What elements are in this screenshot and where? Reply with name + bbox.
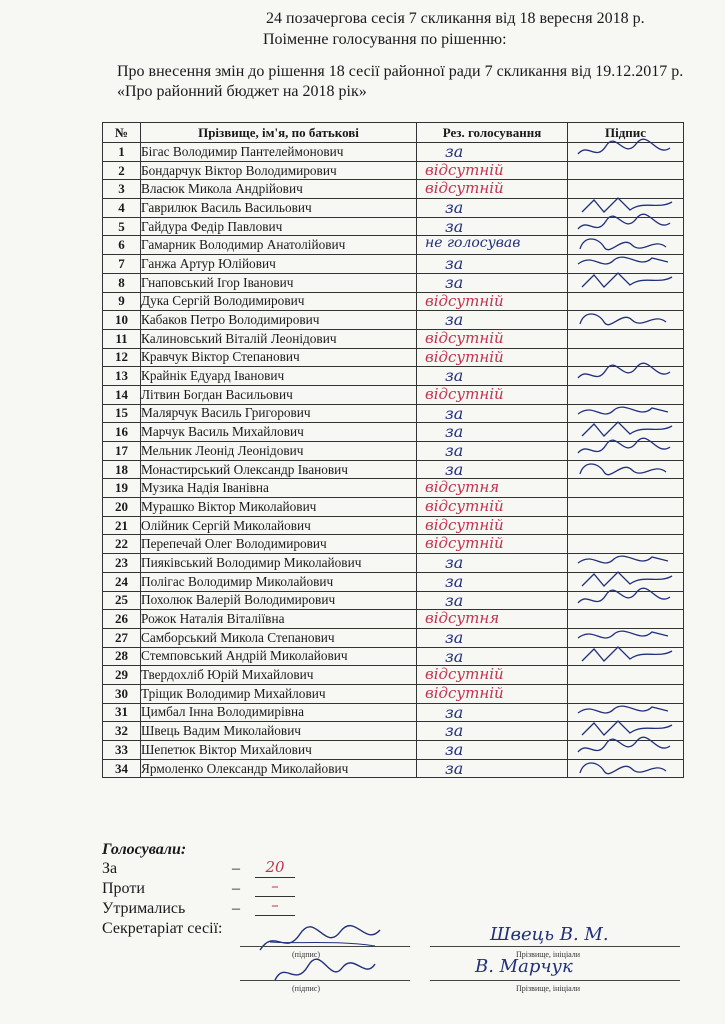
table-row: [103, 498, 684, 517]
signature-cell: [568, 479, 684, 498]
vote-result-cell: [417, 684, 568, 703]
name-caption: Прізвище, ініціали: [516, 950, 581, 959]
row-number: 9: [103, 292, 141, 311]
vote-result-cell: [417, 292, 568, 311]
row-number: 11: [103, 329, 141, 348]
vote-result-cell: [417, 666, 568, 685]
vote-result-cell: [417, 180, 568, 199]
summary-title: Голосували:: [102, 841, 187, 858]
table-row: [103, 591, 684, 610]
vote-result: за: [445, 403, 464, 423]
vote-result-cell: [417, 255, 568, 274]
deputy-name: Крайнік Едуард Іванович: [141, 367, 417, 386]
row-number: 10: [103, 311, 141, 330]
vote-result-cell: [417, 348, 568, 367]
vote-result-cell: [417, 554, 568, 573]
vote-result-cell: [417, 423, 568, 442]
row-number: 5: [103, 217, 141, 236]
summary-dash: –: [232, 900, 240, 917]
vote-result-cell: [417, 273, 568, 292]
vote-result-cell: [417, 628, 568, 647]
vote-result-cell: [417, 236, 568, 255]
table-row: [103, 666, 684, 685]
deputy-name: Гамарник Володимир Анатолійович: [141, 236, 417, 255]
signature-cell: [568, 161, 684, 180]
row-number: 7: [103, 255, 141, 274]
vote-result: за: [445, 721, 464, 741]
vote-result: відсутній: [425, 291, 504, 310]
row-number: 34: [103, 759, 141, 778]
vote-result: за: [445, 310, 464, 330]
name-caption: Прізвище, ініціали: [516, 984, 581, 993]
deputy-name: Кравчук Віктор Степанович: [141, 348, 417, 367]
deputy-name: Твердохліб Юрій Михайлович: [141, 666, 417, 685]
deputy-name: Кабаков Петро Володимирович: [141, 311, 417, 330]
vote-result-cell: [417, 722, 568, 741]
vote-result: за: [445, 198, 464, 218]
vote-result: за: [445, 590, 464, 610]
vote-result-cell: [417, 535, 568, 554]
row-number: 27: [103, 628, 141, 647]
deputy-name: Ярмоленко Олександр Миколайович: [141, 759, 417, 778]
vote-result-cell: [417, 498, 568, 517]
row-number: 16: [103, 423, 141, 442]
row-number: 30: [103, 684, 141, 703]
vote-result-cell: [417, 759, 568, 778]
deputy-name: Калиновський Віталій Леонідович: [141, 329, 417, 348]
deputy-name: Цимбал Інна Володимирівна: [141, 703, 417, 722]
deputy-name: Дука Сергій Володимирович: [141, 292, 417, 311]
vote-result: за: [445, 571, 464, 591]
vote-result-cell: [417, 199, 568, 218]
summary-abstained-label: Утримались: [102, 900, 186, 917]
row-number: 15: [103, 404, 141, 423]
vote-result: за: [445, 646, 464, 666]
deputy-name: Рожок Наталія Віталіївна: [141, 610, 417, 629]
vote-result-cell: [417, 516, 568, 535]
decision-subject: Про внесення змін до рішення 18 сесії районної ради 7 скликання від 19.12.2017 р. «Про районний бюджет на 2018 рік»: [117, 63, 684, 100]
signature-line: [240, 980, 410, 981]
vote-result: за: [445, 441, 464, 460]
handwritten-signature: [574, 364, 678, 386]
signature-caption: (підпис): [292, 984, 321, 993]
row-number: 3: [103, 180, 141, 199]
summary-against-value: –: [255, 877, 295, 897]
handwritten-signature: [574, 589, 678, 611]
vote-result-cell: [417, 143, 568, 162]
vote-result: за: [445, 740, 464, 759]
vote-result: за: [445, 553, 464, 573]
table-row: [103, 273, 684, 292]
vote-result-cell: [417, 479, 568, 498]
summary-for-value: 20: [255, 858, 295, 878]
vote-result: за: [445, 627, 464, 647]
deputy-name: Самборський Микола Степанович: [141, 628, 417, 647]
deputy-name: Мельник Леонід Леонідович: [141, 442, 417, 461]
deputy-name: Стемповський Андрій Миколайович: [141, 647, 417, 666]
table-row: [103, 329, 684, 348]
secretariat-signature-2: [270, 958, 380, 990]
deputy-name: Літвин Богдан Васильович: [141, 385, 417, 404]
row-number: 29: [103, 666, 141, 685]
row-number: 22: [103, 535, 141, 554]
signature-cell: [568, 311, 684, 330]
handwritten-signature: [574, 645, 678, 667]
table-row: [103, 479, 684, 498]
vote-result: відсутній: [425, 328, 504, 347]
column-header-number: №: [103, 123, 141, 143]
vote-result-cell: [417, 610, 568, 629]
vote-result: за: [445, 366, 464, 386]
summary-for-label: За: [102, 860, 118, 877]
deputy-name: Полігас Володимир Миколайович: [141, 572, 417, 591]
summary-dash: –: [232, 860, 240, 877]
deputy-name: Малярчук Василь Григорович: [141, 404, 417, 423]
vote-result: за: [445, 758, 464, 778]
vote-result: за: [445, 272, 464, 292]
row-number: 4: [103, 199, 141, 218]
vote-result-cell: [417, 329, 568, 348]
deputy-name: Музика Надія Іванівна: [141, 479, 417, 498]
table-row: [103, 647, 684, 666]
deputy-name: Марчук Василь Михайлович: [141, 423, 417, 442]
handwritten-signature: [574, 271, 678, 293]
row-number: 31: [103, 703, 141, 722]
row-number: 12: [103, 348, 141, 367]
table-row: [103, 759, 684, 778]
vote-result: відсутній: [425, 683, 504, 702]
table-row: [103, 516, 684, 535]
vote-result: відсутній: [425, 534, 504, 553]
deputy-name: Власюк Микола Андрійович: [141, 180, 417, 199]
vote-result: за: [445, 142, 464, 161]
row-number: 6: [103, 236, 141, 255]
deputy-name: Пияківський Володимир Миколайович: [141, 554, 417, 573]
voting-title: Поіменне голосування по рішенню:: [263, 31, 507, 48]
signature-cell: [568, 329, 684, 348]
column-header-name: Прізвище, ім'я, по батькові: [141, 123, 417, 143]
table-row: [103, 367, 684, 386]
vote-result: за: [445, 422, 464, 442]
deputy-name: Шепетюк Віктор Михайлович: [141, 741, 417, 760]
signature-cell: [568, 591, 684, 610]
signature-cell: [568, 367, 684, 386]
vote-result: відсутній: [425, 384, 504, 403]
handwritten-signature: [574, 757, 678, 779]
vote-result-cell: [417, 741, 568, 760]
vote-result: відсутній: [425, 497, 504, 516]
vote-result-cell: [417, 591, 568, 610]
vote-result: відсутній: [425, 347, 504, 366]
vote-result-cell: [417, 404, 568, 423]
row-number: 26: [103, 610, 141, 629]
vote-result-cell: [417, 647, 568, 666]
signature-caption: (підпис): [292, 950, 321, 959]
row-number: 8: [103, 273, 141, 292]
deputy-name: Ганжа Артур Юлійович: [141, 255, 417, 274]
signature-line: [430, 946, 680, 947]
signature-line: [240, 946, 410, 947]
vote-result-cell: [417, 367, 568, 386]
secretariat-label: Секретаріат сесії:: [102, 920, 223, 937]
deputy-name: Похолюк Валерій Володимирович: [141, 591, 417, 610]
vote-result: відсутній: [425, 665, 504, 684]
row-number: 28: [103, 647, 141, 666]
signature-cell: [568, 143, 684, 162]
vote-result: за: [445, 459, 464, 479]
row-number: 33: [103, 741, 141, 760]
vote-result-cell: [417, 703, 568, 722]
deputy-name: Бігас Володимир Пантелеймонович: [141, 143, 417, 162]
handwritten-signature: [574, 140, 678, 162]
vote-result: відсутній: [425, 160, 504, 179]
vote-result: за: [445, 254, 464, 274]
row-number: 24: [103, 572, 141, 591]
row-number: 32: [103, 722, 141, 741]
row-number: 25: [103, 591, 141, 610]
signature-cell: [568, 759, 684, 778]
deputy-name: Гнаповський Ігор Іванович: [141, 273, 417, 292]
vote-result: не голосував: [425, 235, 521, 252]
vote-result-cell: [417, 385, 568, 404]
vote-result-cell: [417, 442, 568, 461]
deputy-name: Гаврилюк Василь Васильович: [141, 199, 417, 218]
table-row: [103, 460, 684, 479]
vote-result-cell: [417, 311, 568, 330]
summary-dash: –: [232, 880, 240, 897]
deputy-name: Бондарчук Віктор Володимирович: [141, 161, 417, 180]
secretariat-name-1: Швець В. М.: [490, 924, 609, 945]
signature-cell: [568, 460, 684, 479]
deputy-name: Олійник Сергій Миколайович: [141, 516, 417, 535]
session-title: 24 позачергова сесія 7 скликання від 18 вересня 2018 р.: [266, 10, 645, 27]
handwritten-signature: [574, 458, 678, 480]
row-number: 14: [103, 385, 141, 404]
row-number: 2: [103, 161, 141, 180]
vote-result-cell: [417, 217, 568, 236]
table-row: [103, 161, 684, 180]
table-row: [103, 143, 684, 162]
vote-result: відсутній: [425, 179, 504, 198]
vote-result: відсутня: [425, 478, 500, 497]
row-number: 21: [103, 516, 141, 535]
deputy-name: Монастирський Олександр Іванович: [141, 460, 417, 479]
vote-result: за: [445, 702, 464, 722]
row-number: 23: [103, 554, 141, 573]
deputy-name: Перепечай Олег Володимирович: [141, 535, 417, 554]
summary-against-label: Проти: [102, 880, 145, 897]
deputy-name: Швець Вадим Миколайович: [141, 722, 417, 741]
vote-result-cell: [417, 161, 568, 180]
deputy-name: Гайдура Федір Павлович: [141, 217, 417, 236]
deputy-name: Мурашко Віктор Миколайович: [141, 498, 417, 517]
summary-abstained-value: –: [255, 896, 295, 916]
table-row: [103, 311, 684, 330]
row-number: 17: [103, 442, 141, 461]
signature-cell: [568, 516, 684, 535]
deputy-name: Тріщик Володимир Михайлович: [141, 684, 417, 703]
column-header-result: Рез. голосування: [417, 123, 568, 143]
signature-line: [430, 980, 680, 981]
row-number: 19: [103, 479, 141, 498]
signature-cell: [568, 647, 684, 666]
row-number: 18: [103, 460, 141, 479]
roll-call-table: [102, 122, 684, 778]
secretariat-name-2: В. Марчук: [475, 956, 573, 977]
signature-cell: [568, 273, 684, 292]
vote-result: відсутня: [425, 609, 500, 628]
vote-result: за: [445, 216, 464, 236]
signature-cell: [568, 666, 684, 685]
row-number: 20: [103, 498, 141, 517]
row-number: 13: [103, 367, 141, 386]
signature-cell: [568, 498, 684, 517]
vote-result-cell: [417, 460, 568, 479]
handwritten-signature: [574, 308, 678, 330]
vote-result: відсутній: [425, 515, 504, 534]
row-number: 1: [103, 143, 141, 162]
vote-result-cell: [417, 572, 568, 591]
column-header-signature: Підпис: [568, 123, 684, 143]
